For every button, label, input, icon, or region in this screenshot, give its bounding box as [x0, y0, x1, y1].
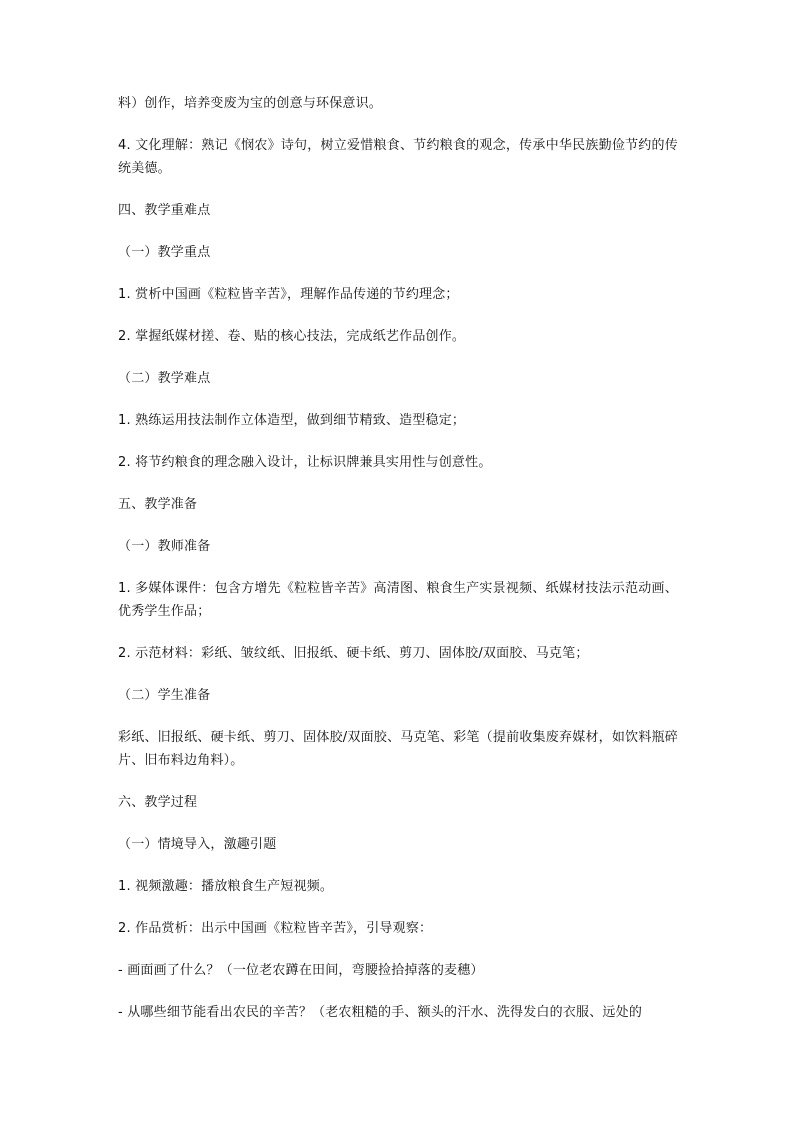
section-heading-5: 五、教学准备 — [118, 497, 198, 512]
document-body — [118, 92, 678, 1024]
subsection-heading-difficulty: （二）教学难点 — [118, 371, 211, 386]
bullet-question-2: - 从哪些细节能看出农民的辛苦？（老农粗糙的手、额头的汗水、洗得发白的衣服、远处的 — [118, 1005, 643, 1020]
subsection-heading-focus: （一）教学重点 — [118, 245, 211, 260]
section-heading-4: 四、教学重难点 — [118, 203, 211, 218]
list-item-teacher-1: 1. 多媒体课件：包含方增先《粒粒皆辛苦》高清图、粮食生产实景视频、纸媒材技法示范动画、优秀学生作品； — [118, 581, 678, 619]
list-item-intro-1: 1. 视频激趣：播放粮食生产短视频。 — [118, 879, 334, 894]
list-item-difficulty-2: 2. 将节约粮食的理念融入设计，让标识牌兼具实用性与创意性。 — [118, 455, 492, 470]
list-item-focus-2: 2. 掌握纸媒材搓、卷、贴的核心技法，完成纸艺作品创作。 — [118, 329, 466, 344]
bullet-question-1: - 画面画了什么？（一位老农蹲在田间，弯腰捡拾掉落的麦穗） — [118, 963, 484, 978]
list-item-intro-2: 2. 作品赏析：出示中国画《粒粒皆辛苦》，引导观察： — [118, 921, 433, 936]
subsection-heading-teacher: （一）教师准备 — [118, 539, 211, 554]
list-item-difficulty-1: 1. 熟练运用技法制作立体造型，做到细节精致、造型稳定； — [118, 413, 466, 428]
subsection-heading-student: （二）学生准备 — [118, 688, 211, 703]
list-item-teacher-2: 2. 示范材料：彩纸、皱纹纸、旧报纸、硬卡纸、剪刀、固体胶/双面胶、马克笔； — [118, 646, 589, 661]
list-item-focus-1: 1. 赏析中国画《粒粒皆辛苦》，理解作品传递的节约理念； — [118, 287, 459, 302]
section-heading-6: 六、教学过程 — [118, 795, 198, 810]
paragraph-student-materials: 彩纸、旧报纸、硬卡纸、剪刀、固体胶/双面胶、马克笔、彩笔（提前收集废弃媒材，如饮料瓶碎片、旧布料边角料）。 — [118, 730, 678, 768]
subsection-heading-intro: （一）情境导入，激趣引题 — [118, 837, 277, 852]
paragraph-continuation: 料）创作，培养变废为宝的创意与环保意识。 — [118, 96, 383, 111]
paragraph-objective-4: 4. 文化理解：熟记《悯农》诗句，树立爱惜粮食、节约粮食的观念，传承中华民族勤俭节约的传统美德。 — [118, 138, 678, 176]
